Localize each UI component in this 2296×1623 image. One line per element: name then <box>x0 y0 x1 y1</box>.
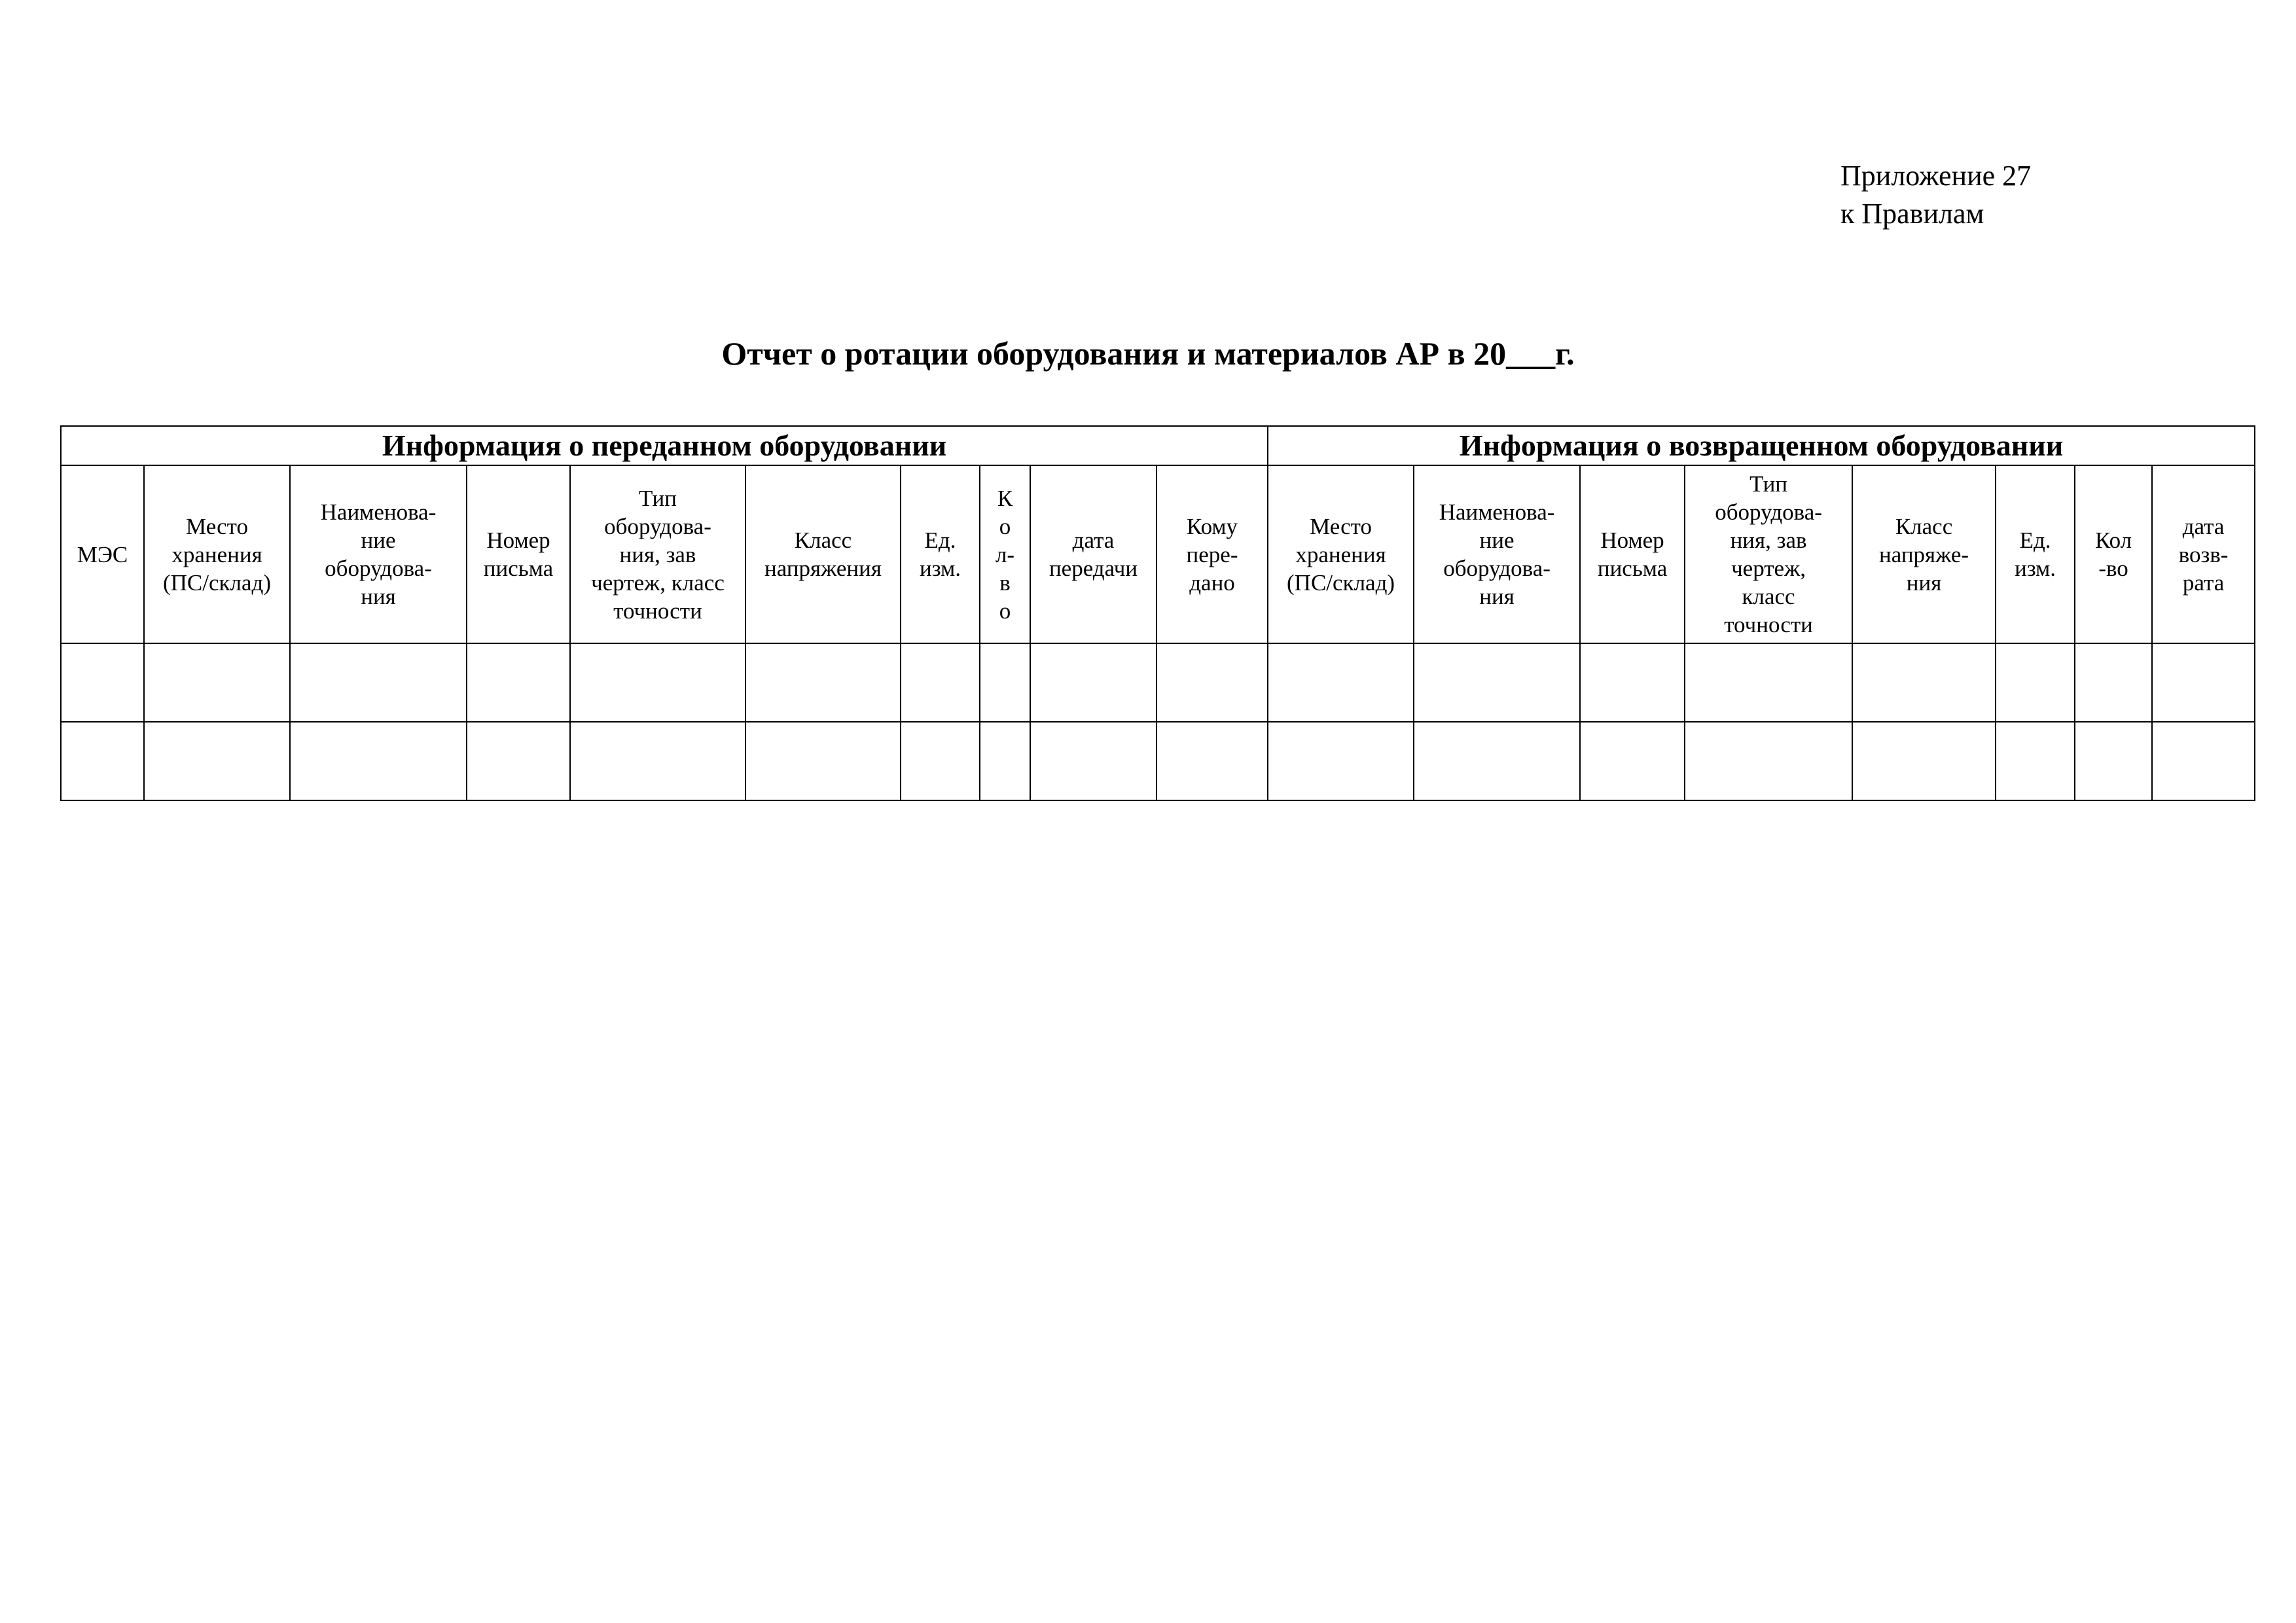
returned-equipment-group-header: Информация о возвращенном оборудовании <box>1268 426 2255 465</box>
table-cell <box>1414 643 1580 722</box>
col-header-voltage-class: Класс напряжения <box>745 465 901 643</box>
transferred-equipment-group-header: Информация о переданном оборудовании <box>61 426 1268 465</box>
table-cell <box>570 643 745 722</box>
table-cell <box>1996 722 2075 800</box>
table-cell <box>61 643 144 722</box>
table-cell <box>1157 722 1268 800</box>
table-cell <box>1996 643 2075 722</box>
table-cell <box>1268 643 1414 722</box>
table-cell <box>290 722 467 800</box>
table-row <box>61 722 2255 800</box>
table-cell <box>1414 722 1580 800</box>
annex-number: Приложение 27 <box>1840 160 2032 192</box>
table-cell <box>2075 643 2152 722</box>
annex-reference: к Правилам <box>1840 198 1984 230</box>
table-cell <box>467 722 570 800</box>
col-header-equipment-type: Тип оборудова- ния, зав чертеж, класс точности <box>570 465 745 643</box>
col-header-storage-place: Место хранения (ПС/склад) <box>144 465 290 643</box>
col-header-return-equipment-type: Тип оборудова- ния, зав чертеж, класс точности <box>1685 465 1852 643</box>
table-cell <box>61 722 144 800</box>
table-body <box>61 643 2255 800</box>
table-cell <box>1685 643 1852 722</box>
rotation-report-table <box>60 425 2255 801</box>
table-cell <box>745 643 901 722</box>
table-cell <box>1852 643 1996 722</box>
table-row <box>61 643 2255 722</box>
col-header-unit: Ед. изм. <box>901 465 980 643</box>
col-header-return-storage-place: Место хранения (ПС/склад) <box>1268 465 1414 643</box>
table-cell <box>2075 722 2152 800</box>
table-cell <box>980 643 1030 722</box>
col-header-return-unit: Ед. изм. <box>1996 465 2075 643</box>
col-header-return-voltage-class: Класс напряже- ния <box>1852 465 1996 643</box>
table-cell <box>1157 643 1268 722</box>
annex-note <box>1840 157 2031 233</box>
table-cell <box>570 722 745 800</box>
table-cell <box>2152 643 2255 722</box>
table-cell <box>1030 643 1157 722</box>
col-header-transferred-to: Кому пере- дано <box>1157 465 1268 643</box>
table-cell <box>1580 722 1685 800</box>
col-header-return-letter-number: Номер письма <box>1580 465 1685 643</box>
table-cell <box>144 722 290 800</box>
col-header-return-quantity: Кол -во <box>2075 465 2152 643</box>
table-cell <box>1268 722 1414 800</box>
table-cell <box>901 722 980 800</box>
col-header-quantity: К о л- в о <box>980 465 1030 643</box>
table-cell <box>745 722 901 800</box>
table-cell <box>1030 722 1157 800</box>
table-cell <box>1580 643 1685 722</box>
table-cell <box>980 722 1030 800</box>
col-header-transfer-date: дата передачи <box>1030 465 1157 643</box>
col-header-mes: МЭС <box>61 465 144 643</box>
table-cell <box>290 643 467 722</box>
col-header-letter-number: Номер письма <box>467 465 570 643</box>
table-cell <box>901 643 980 722</box>
col-header-equipment-name: Наименова- ние оборудова- ния <box>290 465 467 643</box>
col-header-return-equipment-name: Наименова- ние оборудова- ния <box>1414 465 1580 643</box>
table-cell <box>2152 722 2255 800</box>
table-cell <box>467 643 570 722</box>
col-header-return-date: дата возв- рата <box>2152 465 2255 643</box>
report-title: Отчет о ротации оборудования и материалов АР в 20___г. <box>721 335 1575 372</box>
table-cell <box>144 643 290 722</box>
table-cell <box>1685 722 1852 800</box>
table-cell <box>1852 722 1996 800</box>
